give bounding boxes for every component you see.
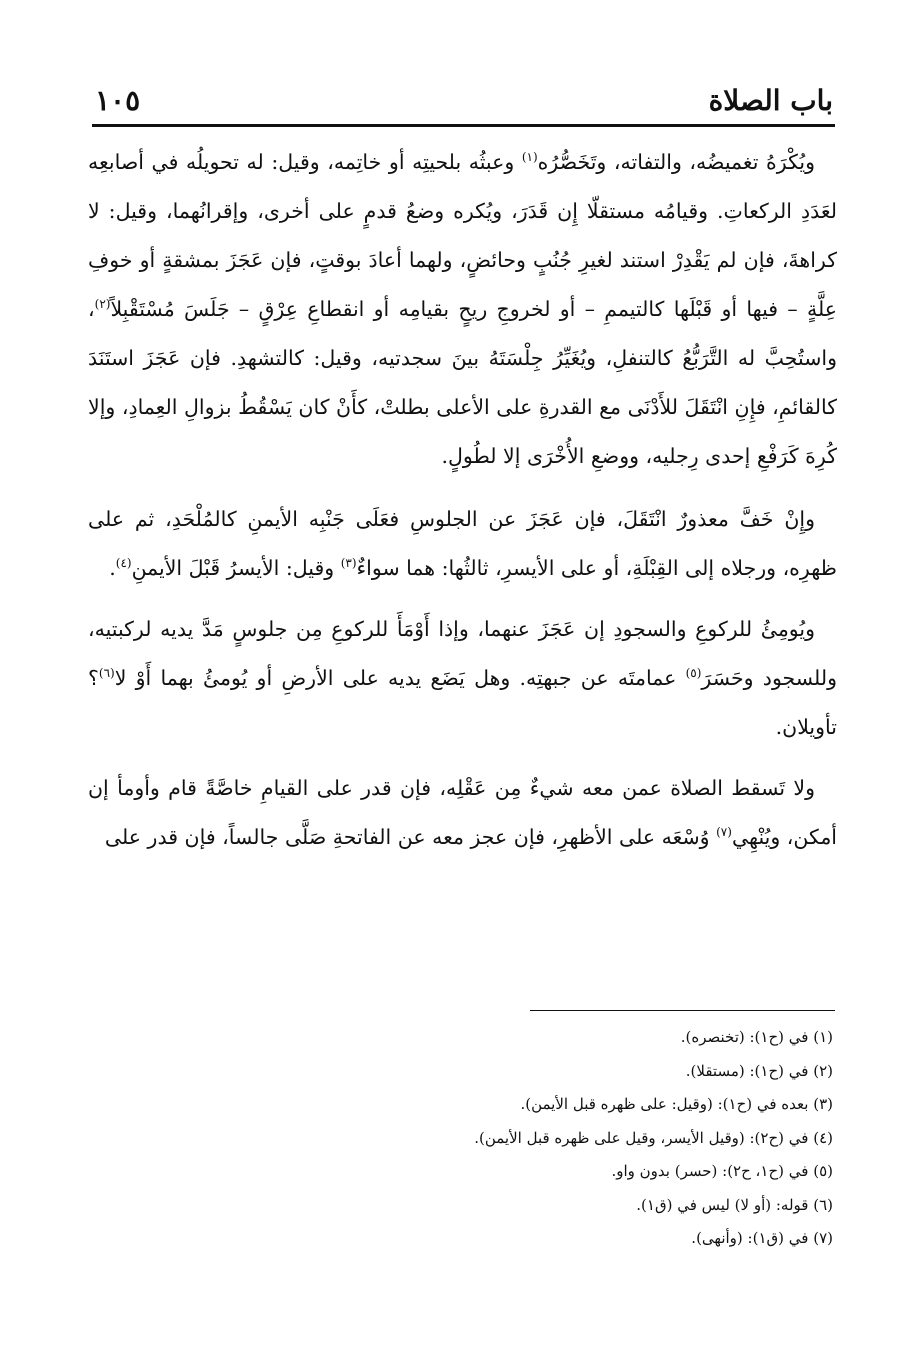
text-run: وعبثُه بلحيتِه أو خاتِمه، وقيل: له تحويلُه في أصابعِه لعَدَدِ الركعاتِ. وقيامُه مستقلّا إِن قَدَرَ، ويُكره وضعُ قدمٍ على أخرى، وإقرانُهما، وقيل: لا كراهةَ، فإن لم يَقْدِرْ استند لغيرِ جُنُبٍ وحائضٍ، ولهما أعادَ بوقتٍ، فإن عَجَزَ بمشقةٍ أو خوفِ عِلَّةٍ – فيها أو قَبْلَها كالتيممِ – أو لخروجِ ريحٍ بقيامِه أو انقطاعِ عِرْقٍ – جَلَسَ مُسْتَقْبِلاً (88, 150, 837, 321)
text-run: وقيل: الأيسرُ قَبْلَ الأيمنِ (131, 556, 341, 580)
footnote: (٣) بعده في (ح١): (وقيل: على ظهره قبل الأيمن). (520, 1095, 833, 1113)
text-run: ولا تَسقط الصلاة عمن معه شيءٌ مِن عَقْلِه، فإن قدر على القيامِ خاصَّةً قام وأومأ إن أمكن، ويُنْهِي (88, 776, 837, 849)
footnote: (٧) في (ق١): (وأنهى). (691, 1229, 833, 1247)
text-run: ويُومِئُ للركوعِ والسجودِ إن عَجَزَ عنهما، وإذا أَوْمَأَ للركوعِ مِن جلوسٍ مَدَّ يديه لركبتيه، وللسجود وحَسَرَ (88, 617, 837, 690)
paragraph (88, 764, 837, 862)
footnote-reference: (٢) (94, 297, 111, 312)
running-title: باب الصلاة (708, 83, 833, 117)
text-run: عمامتَه عن جبهتِه. وهل يَضَع يديه على الأرضِ أو يُومئُ بهما أَوْ لا (114, 666, 686, 690)
header-divider (92, 124, 835, 127)
footnote: (٦) قوله: (أو لا) ليس في (ق١). (636, 1195, 833, 1214)
paragraph (88, 605, 837, 752)
footnote: (٤) في (ح٢): (وقيل الأيسر، وقيل على ظهره قبل الأيمن). (474, 1128, 833, 1147)
footnote-reference: (١) (521, 150, 538, 165)
footnote-reference: (٥) (685, 666, 702, 681)
footnote: (١) في (ح١): (تخنصره). (680, 1028, 833, 1046)
paragraph (88, 138, 837, 481)
footnote-reference: (٦) (98, 666, 115, 681)
main-text (88, 138, 837, 874)
paragraph (88, 495, 837, 593)
text-run: ؟ تأويلان. (88, 666, 837, 739)
footnote: (٢) في (ح١): (مستقلا). (685, 1061, 833, 1080)
footnote-reference: (٤) (115, 556, 132, 571)
page-number: ١٠٥ (95, 83, 141, 117)
text-run: وإِنْ خَفَّ معذورٌ انْتَقَلَ، فإن عَجَزَ عن الجلوسِ فعَلَى جَنْبِه الأيمنِ كالمُلْحَدِ، ثم على ظهرِه، ورجلاه إلى القِبْلَةِ، أو على الأيسرِ، ثالثُها: هما سواءٌ (88, 507, 837, 580)
text-run: وُسْعَه على الأظهرِ، فإن عجز معه عن الفاتحةِ صَلَّى جالساً، فإن قدر على (104, 825, 717, 849)
text-run: ويُكْرَهُ تغميضُه، والتفاته، وتَخَصُّرُه (537, 150, 815, 174)
footnote-divider (530, 1010, 835, 1011)
text-run: ، واستُحِبَّ له التَّرَبُّعُ كالتنفلِ، ويُغَيِّرُ جِلْسَتَهُ بينَ سجدتيه، وقيل: كالتشهدِ. فإن عَجَزَ استَنَدَ كالقائمِ، فإِنِ انْتَقَلَ للأَدْنَى مع القدرةِ على الأعلى بطلتْ، كأَنْ كان يَسْقُطُ بزوالِ العِمادِ، وإلا كُرِهَ كَرَفْعِ إحدى رِجليه، ووضعِ الأُخْرَى إلا لطُولٍ. (88, 297, 837, 468)
footnote-reference: (٧) (716, 825, 732, 840)
text-run: . (109, 556, 116, 580)
page-header (95, 78, 833, 122)
footnote-reference: (٣) (340, 556, 357, 571)
footnotes-section (200, 1022, 833, 1257)
footnote: (٥) في (ح١، ح٢): (حسر) بدون واو. (611, 1162, 833, 1180)
